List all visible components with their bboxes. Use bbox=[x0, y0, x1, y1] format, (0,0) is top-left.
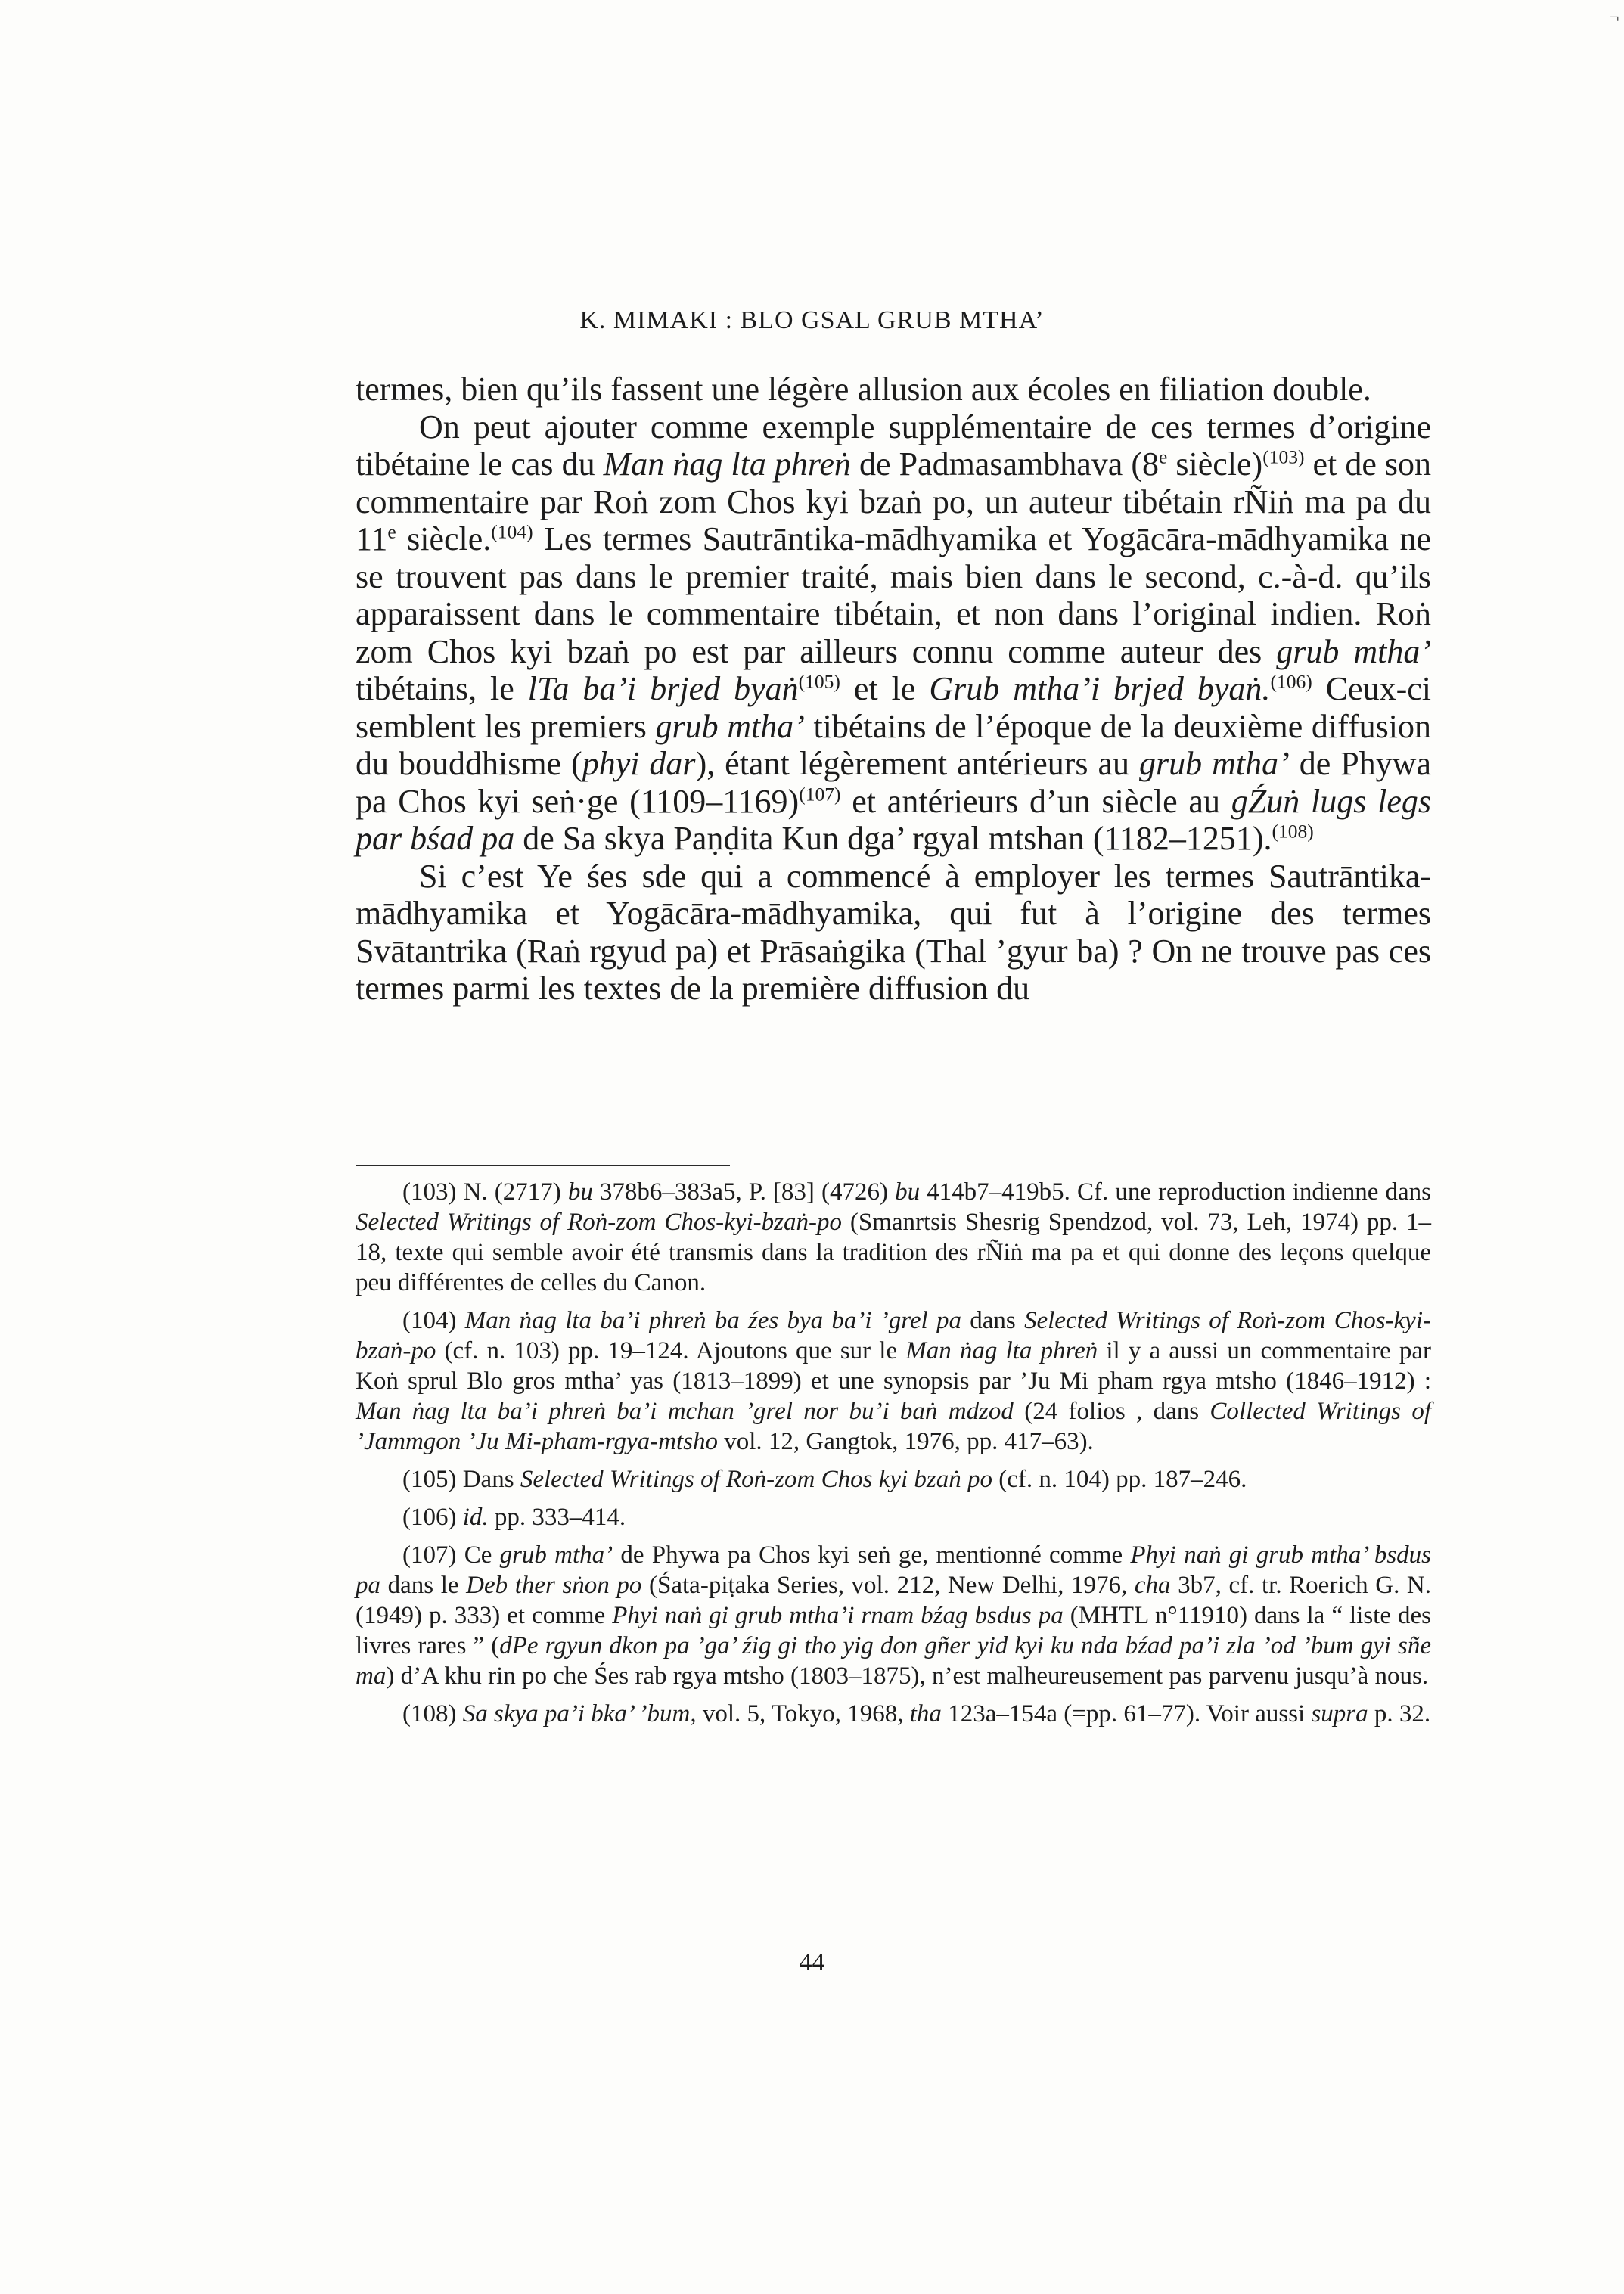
footnote-107: (107) Ce grub mtha’ de Phywa pa Chos kyi seṅ ge, mentionné comme Phyi naṅ gi grub mtha’ bsdus pa dans le Deb ther sṅon po (Śata-piṭaka Series, vol. 212, New Delhi, 1976, cha 3b7, cf. tr. Roerich G. N. (1949) p. 333) et comme Phyi naṅ gi grub mtha’i rnam bźag bsdus pa (MHTL n°11910) dans la “ liste des livres rares ” (dPe rgyun dkon pa ’ga’ źig gi tho yig don gñer yid kyi ku nda bźad pa’i zla ’od ’bum gyi sñe ma) d’A khu rin po che Śes rab rgya mtsho (1803–1875), n’est malheureusement pas parvenu jusqu’à nous. bbox=[356, 1541, 1432, 1690]
body-text bbox=[356, 371, 1431, 1007]
paragraph-1: termes, bien qu’ils fassent une légère allusion aux écoles en filiation double. bbox=[356, 371, 1371, 408]
footnote-105: (105) Dans Selected Writings of Roṅ-zom Chos kyi bzaṅ po (cf. n. 104) pp. 187–246. bbox=[402, 1466, 1247, 1493]
footnote-ref-107: (107) bbox=[799, 782, 841, 805]
page-number: 44 bbox=[799, 1948, 825, 1976]
corner-mark: ¬ bbox=[1610, 8, 1619, 26]
footnote-ref-106: (106) bbox=[1270, 670, 1312, 693]
paragraph-2: On peut ajouter comme exemple supplémentaire de ces termes d’origine tibétaine le cas du Man ṅag lta phreṅ de Padmasambhava (8e siècle)$^{(103)}$ et de son commentaire par Roṅ zom Chos kyi bzaṅ po, un auteur tibétain rÑiṅ ma pa du 11e siècle.$^{(104)}$ Les termes Sautrāntika-mādhyamika et Yogācāra-mādhyamika ne se trouvent pas dans le premier traité, mais bien dans le second, c.-à-d. qu’ils apparaissent dans le commentaire tibétain, et non dans l’original indien. Roṅ zom Chos kyi bzaṅ po est par ailleurs connu comme auteur des grub mtha’ tibétains, le lTa ba’i brjed byaṅ$^{(105)}$ et le Grub mtha’i brjed byaṅ.$^{(106)}$ Ceux-ci semblent les premiers grub mtha’ tibétains de l’époque de la deuxième diffusion du bouddhisme (phyi dar), étant légèrement antérieurs au grub mtha’ de Phywa pa Chos kyi seṅ·ge (1109–1169)$^{(107)}$ et antérieurs d’un siècle au gŹuṅ lugs legs par bśad pa de Sa skya Paṇḍita Kun dga’ rgyal mtshan (1182–1251).$^{(108)}$ bbox=[356, 408, 1432, 857]
paragraph-3: Si c’est Ye śes sde qui a commencé à employer les termes Sautrāntika-mādhyamika et Yogācāra-mādhyamika, qui fut à l’origine des termes Svātantrika (Raṅ rgyud pa) et Prāsaṅgika (Thal ’gyur ba) ? On ne trouve pas ces termes parmi les textes de la première diffusion du bbox=[356, 857, 1431, 1007]
footnote-106: (106) id. pp. 333–414. bbox=[402, 1504, 626, 1531]
footnotes bbox=[356, 1177, 1431, 1737]
footnote-ref-108: (108) bbox=[1272, 820, 1314, 843]
footnote-separator bbox=[356, 1165, 730, 1166]
footnote-104: (104) Man ṅag lta ba’i phreṅ ba źes bya ba’i ’grel pa dans Selected Writings of Roṅ-zom Chos-kyi-bzaṅ-po (cf. n. 103) pp. 19–124. Ajoutons que sur le Man ṅag lta phreṅ il y a aussi un commentaire par Koṅ sprul Blo gros mtha’ yas (1813–1899) et une synopsis par ’Ju Mi pham rgya mtsho (1846–1912) : Man ṅag lta ba’i phreṅ ba’i mchan ’grel nor bu’i baṅ mdzod (24 folios , dans Collected Writings of ’Jammgon ’Ju Mi-pham-rgya-mtsho vol. 12, Gangtok, 1976, pp. 417–63). bbox=[356, 1307, 1431, 1455]
footnote-ref-104: (104) bbox=[491, 520, 533, 543]
running-header: K. MIMAKI : BLO GSAL GRUB MTHA’ bbox=[579, 306, 1045, 334]
footnote-103: (103) N. (2717) bu 378b6–383a5, P. [83] (4726) bu 414b7–419b5. Cf. une reproduction indienne dans Selected Writings of Roṅ-zom Chos-kyi-bzaṅ-po (Smanrtsis Shesrig Spendzod, vol. 73, Leh, 1974) pp. 1–18, texte qui semble avoir été transmis dans la tradition des rÑiṅ ma pa et qui donne des leçons quelque peu différentes de celles du Canon. bbox=[356, 1178, 1432, 1296]
footnote-ref-105: (105) bbox=[798, 670, 840, 693]
footnote-ref-103: (103) bbox=[1262, 445, 1305, 468]
footnote-108: (108) Sa skya pa’i bka’ ’bum, vol. 5, Tokyo, 1968, tha 123a–154a (=pp. 61–77). Voir aussi supra p. 32. bbox=[402, 1700, 1431, 1727]
